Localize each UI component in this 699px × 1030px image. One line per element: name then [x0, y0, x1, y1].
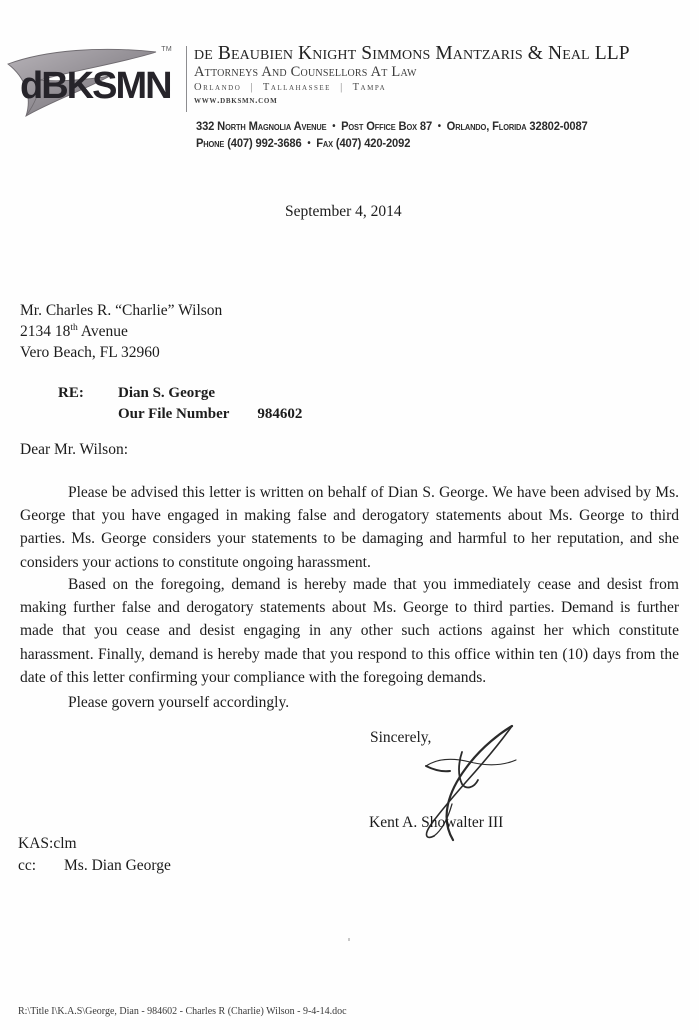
contact-block	[196, 118, 696, 152]
firm-name: de Beaubien Knight Simmons Mantzaris & Neal LLP	[194, 43, 630, 64]
city-state-zip: Orlando, Florida 32802-0087	[446, 119, 588, 133]
body-paragraph-1: Please be advised this letter is written on behalf of Dian S. George. We have been advised by Ms. George that you have engaged in making false and derogatory statements about Ms. George to third parties. Ms. George considers your statements to be damaging and harmful to her reputation, and she considers your actions to constitute ongoing harassment.	[20, 484, 679, 571]
re-matter-row	[58, 383, 302, 404]
signer-name: Kent A. Showalter III	[369, 814, 504, 831]
body-paragraph-2: Based on the foregoing, demand is hereby made that you immediately cease and desist from making further false and derogatory statements about Ms. George to third parties. Demand is further made that you cease and desist engaging in any other such actions against her which constitute harassment. Finally, demand is hereby made that you respond to this office within ten (10) days from the date of this letter confirming your compliance with the foregoing demands.	[20, 576, 679, 686]
logo-wordmark: dBKSMN	[20, 65, 171, 107]
bullet-separator-2: •	[437, 121, 441, 132]
city-separator-2: |	[340, 82, 344, 93]
cc-label: cc:	[18, 857, 37, 874]
bullet-separator-1: •	[332, 121, 336, 132]
phone-line	[196, 135, 661, 152]
street-address: 332 North Magnolia Avenue	[196, 119, 327, 133]
letterhead-divider	[186, 46, 187, 112]
recipient-street	[20, 321, 222, 342]
recipient-city-state-zip: Vero Beach, FL 32960	[20, 344, 160, 361]
re-block	[58, 383, 302, 425]
street-number: 2134 18	[20, 323, 71, 340]
trademark-symbol: TM	[161, 46, 172, 53]
typist-initials: KAS:clm	[18, 835, 77, 852]
document-file-path: R:\Title I\K.A.S\George, Dian - 984602 - Charles R (Charlie) Wilson - 9-4-14.doc	[18, 1006, 347, 1017]
cc-row	[18, 855, 171, 877]
recipient-address-block	[20, 300, 222, 363]
fax-number: Fax (407) 420-2092	[316, 136, 411, 150]
recipient-name: Mr. Charles R. “Charlie” Wilson	[20, 302, 223, 319]
street-type: Avenue	[77, 323, 128, 340]
office-cities	[194, 81, 699, 95]
phone-number: Phone (407) 992-3686	[196, 136, 302, 150]
re-label: RE:	[58, 385, 84, 401]
re-matter: Dian S. George	[118, 385, 216, 401]
file-number-label: Our File Number	[118, 406, 230, 422]
initials-and-cc	[18, 833, 171, 877]
street-ordinal-suffix: th	[70, 321, 78, 333]
city-orlando: Orlando	[194, 82, 242, 93]
re-file-row	[58, 404, 302, 425]
letterhead	[0, 40, 699, 165]
scan-artifact	[348, 938, 350, 941]
firm-identity	[194, 43, 699, 108]
logo-swoosh-icon	[6, 46, 178, 120]
city-tampa: Tampa	[352, 82, 387, 93]
bullet-separator-3: •	[307, 138, 311, 149]
address-line	[196, 118, 661, 135]
city-tallahassee: Tallahassee	[262, 82, 331, 93]
letter-date: September 4, 2014	[285, 203, 402, 220]
file-number-value: 984602	[257, 406, 303, 422]
firm-website: www.dbksmn.com	[194, 96, 278, 106]
sign-off: Sincerely,	[370, 729, 432, 746]
re-label-spacer	[58, 404, 118, 425]
city-separator-1: |	[250, 82, 254, 93]
firm-logo	[6, 46, 178, 120]
closing-statement: Please govern yourself accordingly.	[68, 694, 290, 711]
firm-subtitle: Attorneys And Counsellors At Law	[194, 64, 417, 80]
po-box: Post Office Box 87	[341, 119, 433, 133]
salutation: Dear Mr. Wilson:	[20, 441, 129, 458]
cc-recipient: Ms. Dian George	[64, 857, 171, 874]
